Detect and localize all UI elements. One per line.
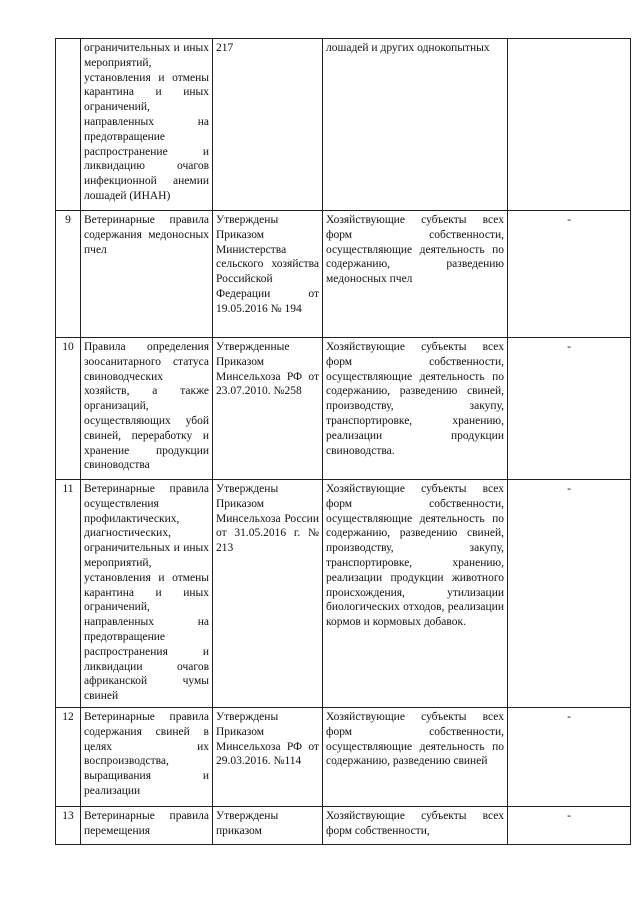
regulated-subjects: Хозяйствующие субъекты всех форм собственности, осуществляющие деятельность по содержанию, разведению свиней, производству, закупу, транспортировке, хранению, реализации продукции свиноводства. [323, 338, 508, 480]
note-cell: - [508, 807, 631, 845]
row-number [56, 39, 81, 211]
row-number: 12 [56, 708, 81, 807]
note-cell [508, 39, 631, 211]
regulated-subjects: Хозяйствующие субъекты всех форм собственности, [323, 807, 508, 845]
approving-document: Утверждены Приказом Минсельхоза РФ от 29.03.2016. №114 [213, 708, 323, 807]
regulated-subjects: лошадей и других однокопытных [323, 39, 508, 211]
table-row [56, 708, 631, 807]
table-row [56, 807, 631, 845]
regulation-name: Ветеринарные правила содержания свиней в целях их воспроизводства, выращивания и реализации [81, 708, 213, 807]
row-number: 9 [56, 211, 81, 338]
regulation-name: Ветеринарные правила осуществления профилактических, диагностических, ограничительных и иных мероприятий, установления и отмены карантина и иных ограничений, направленных на предотвращение распространения и ликвидации очагов африканской чумы свиней [81, 480, 213, 708]
table-row [56, 39, 631, 211]
approving-document: Утверждены Приказом Минсельхоза России от 31.05.2016 г. № 213 [213, 480, 323, 708]
note-cell: - [508, 211, 631, 338]
approving-document: Утверждены Приказом Министерства сельского хозяйства Российской Федерации от 19.05.2016 № 194 [213, 211, 323, 338]
table-row [56, 211, 631, 338]
approving-document: 217 [213, 39, 323, 211]
regulation-name: ограничительных и иных мероприятий, установления и отмены карантина и иных ограничений, направленных на предотвращение распространение и ликвидацию очагов инфекционной анемии лошадей (ИНАН) [81, 39, 213, 211]
regulated-subjects: Хозяйствующие субъекты всех форм собственности, осуществляющие деятельность по содержанию, разведению медоносных пчел [323, 211, 508, 338]
table-row [56, 480, 631, 708]
approving-document: Утверждены приказом [213, 807, 323, 845]
row-number: 10 [56, 338, 81, 480]
regulation-name: Ветеринарные правила содержания медоносных пчел [81, 211, 213, 338]
note-cell: - [508, 480, 631, 708]
regulated-subjects: Хозяйствующие субъекты всех форм собственности, осуществляющие деятельность по содержанию, разведению свиней, производству, закупу, транспортировке, хранению, реализации продукции животного происхождения, утилизации биологических отходов, реализации кормов и кормовых добавок. [323, 480, 508, 708]
table-row [56, 338, 631, 480]
regulated-subjects: Хозяйствующие субъекты всех форм собственности, осуществляющие деятельность по содержанию, разведению свиней [323, 708, 508, 807]
regulations-table [55, 38, 631, 845]
note-cell: - [508, 708, 631, 807]
row-number: 11 [56, 480, 81, 708]
row-number: 13 [56, 807, 81, 845]
regulation-name: Ветеринарные правила перемещения [81, 807, 213, 845]
regulation-name: Правила определения зоосанитарного статуса свиноводческих хозяйств, а также организаций, осуществляющих убой свиней, переработку и хранение продукции свиноводства [81, 338, 213, 480]
approving-document: Утвержденные Приказом Минсельхоза РФ от 23.07.2010. №258 [213, 338, 323, 480]
note-cell: - [508, 338, 631, 480]
